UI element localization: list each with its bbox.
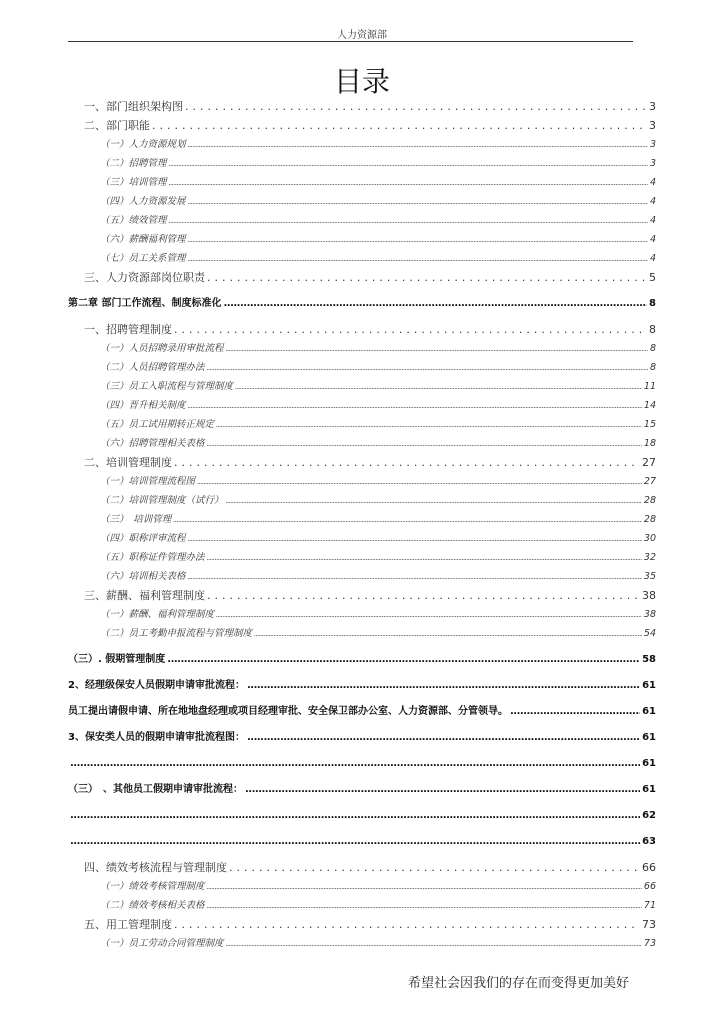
toc-dot-leader — [223, 294, 647, 313]
toc-spacer — [68, 851, 656, 858]
toc-entry-title: （五）职称证件管理办法 — [100, 552, 205, 563]
toc-dot-leader — [70, 832, 640, 851]
toc-entry[interactable] — [68, 116, 656, 135]
toc-entry-title: （七）员工关系管理 — [100, 253, 186, 264]
toc-entry[interactable] — [68, 896, 656, 915]
toc-entry-title: 3、保安类人员的假期申请审批流程图： — [68, 732, 245, 743]
toc-dot-leader — [188, 230, 648, 250]
toc-spacer — [68, 773, 656, 780]
toc-spacer — [68, 799, 656, 806]
toc-dot-leader — [229, 858, 640, 877]
toc-page-number: 61 — [642, 758, 656, 769]
toc-page-number: 61 — [642, 706, 656, 717]
toc-entry-title: （二）员工考勤申报流程与管理制度 — [100, 628, 253, 639]
toc-entry[interactable] — [68, 377, 656, 396]
toc-page-number: 30 — [643, 533, 656, 544]
toc-dot-leader — [167, 650, 640, 669]
toc-dot-leader — [247, 728, 640, 747]
toc-dot-leader — [174, 453, 640, 472]
toc-entry-title: （五）员工试用期转正规定 — [100, 419, 215, 430]
toc-entry[interactable] — [68, 529, 656, 548]
toc-entry-title: 二、培训管理制度 — [84, 456, 172, 469]
toc-page-number: 4 — [649, 253, 656, 264]
toc-page-number: 18 — [643, 438, 656, 449]
toc-page-number: 3 — [649, 119, 656, 132]
toc-entry-title: （一）人力资源规划 — [100, 139, 186, 150]
toc-page-number: 35 — [643, 571, 656, 582]
toc-dot-leader — [207, 548, 642, 568]
toc-entry[interactable] — [68, 754, 656, 773]
toc-dot-leader — [247, 676, 640, 695]
toc-entry[interactable] — [68, 135, 656, 154]
toc-page-number: 73 — [643, 938, 656, 949]
toc-dot-leader — [188, 396, 642, 416]
toc-entry[interactable] — [68, 676, 656, 695]
toc-entry[interactable] — [68, 702, 656, 721]
toc-page-number: 28 — [643, 495, 656, 506]
toc-dot-leader — [188, 249, 648, 269]
toc-entry-title: （三） 、其他员工假期申请审批流程： — [68, 784, 243, 795]
toc-entry-title: （六）薪酬福利管理 — [100, 234, 186, 245]
toc-page-number: 71 — [643, 900, 656, 911]
header-rule — [68, 41, 633, 42]
toc-entry[interactable] — [68, 434, 656, 453]
toc-spacer — [68, 643, 656, 650]
toc-dot-leader — [207, 877, 642, 897]
toc-dot-leader — [197, 472, 642, 492]
toc-spacer — [68, 313, 656, 320]
toc-page-number: 66 — [643, 881, 656, 892]
toc-entry-title: 三、薪酬、福利管理制度 — [84, 589, 205, 602]
toc-entry-title: （四）晋升相关制度 — [100, 400, 186, 411]
toc-entry[interactable] — [68, 154, 656, 173]
toc-page-number: 63 — [642, 836, 656, 847]
toc-entry-title: （四）职称评审流程 — [100, 533, 186, 544]
toc-entry-title: （三）员工入职流程与管理制度 — [100, 381, 234, 392]
toc-dot-leader — [207, 268, 647, 287]
toc-page-number: 54 — [643, 628, 656, 639]
toc-entry-title: （一）薪酬、福利管理制度 — [100, 609, 215, 620]
toc-page-number: 27 — [643, 476, 656, 487]
toc-dot-leader — [70, 806, 640, 825]
toc-dot-leader — [226, 491, 642, 511]
toc-entry[interactable] — [68, 472, 656, 491]
toc-dot-leader — [510, 702, 640, 721]
toc-page-number: 61 — [642, 680, 656, 691]
toc-entry-title: （二）绩效考核相关表格 — [100, 900, 205, 911]
toc-entry[interactable] — [68, 915, 656, 934]
toc-dot-leader — [70, 754, 640, 773]
page-header: 人力资源部 — [337, 30, 387, 41]
toc-dot-leader — [226, 934, 642, 954]
toc-page-number: 5 — [649, 271, 656, 284]
toc-entry[interactable] — [68, 192, 656, 211]
toc-dot-leader — [188, 529, 642, 549]
toc-entry[interactable] — [68, 294, 656, 313]
toc-page-number: 4 — [649, 234, 656, 245]
toc-entry[interactable] — [68, 453, 656, 472]
toc-entry[interactable] — [68, 510, 656, 529]
toc-entry-title: 三、人力资源部岗位职责 — [84, 271, 205, 284]
toc-dot-leader — [216, 415, 642, 435]
toc-page-number: 4 — [649, 215, 656, 226]
toc-entry-title: （一）人员招聘录用审批流程 — [100, 343, 224, 354]
toc-spacer — [68, 669, 656, 676]
toc-entry[interactable] — [68, 934, 656, 953]
toc-entry[interactable] — [68, 230, 656, 249]
toc-entry-title: 第二章 部门工作流程、制度标准化 — [68, 298, 222, 309]
toc-entry-title: 二、部门职能 — [84, 119, 150, 132]
table-of-contents — [68, 97, 656, 953]
toc-spacer — [68, 287, 656, 294]
toc-entry-title: （六）招聘管理相关表格 — [100, 438, 205, 449]
toc-page-number: 62 — [642, 810, 656, 821]
toc-entry-title: （三） 培训管理 — [100, 514, 172, 525]
toc-entry[interactable] — [68, 650, 656, 669]
toc-entry[interactable] — [68, 173, 656, 192]
toc-page-number: 28 — [643, 514, 656, 525]
toc-entry-title: （二）人员招聘管理办法 — [100, 362, 205, 373]
toc-entry-title: （一）绩效考核管理制度 — [100, 881, 205, 892]
toc-dot-leader — [188, 192, 648, 212]
toc-dot-leader — [169, 173, 648, 193]
toc-page-number: 8 — [649, 362, 656, 373]
toc-spacer — [68, 747, 656, 754]
toc-dot-leader — [188, 567, 642, 587]
toc-page-number: 38 — [642, 589, 656, 602]
toc-spacer — [68, 721, 656, 728]
toc-dot-leader — [185, 97, 647, 116]
toc-entry-title: 员工提出请假申请、所在地地盘经理或项目经理审批、安全保卫部办公室、人力资源部、分管领导。 — [68, 706, 508, 717]
toc-dot-leader — [173, 510, 642, 530]
toc-page-number: 61 — [642, 732, 656, 743]
toc-page-number: 15 — [643, 419, 656, 430]
toc-entry[interactable] — [68, 320, 656, 339]
toc-entry[interactable] — [68, 780, 656, 799]
toc-dot-leader — [207, 434, 642, 454]
page-footer-slogan: 希望社会因我们的存在而变得更加美好 — [408, 976, 630, 991]
toc-dot-leader — [169, 211, 648, 231]
toc-page-number: 8 — [649, 343, 656, 354]
toc-page-number: 3 — [649, 139, 656, 150]
toc-entry[interactable] — [68, 268, 656, 287]
toc-entry[interactable] — [68, 567, 656, 586]
toc-dot-leader — [188, 135, 648, 155]
toc-dot-leader — [207, 358, 648, 378]
toc-spacer — [68, 825, 656, 832]
toc-page-number: 4 — [649, 196, 656, 207]
toc-entry-title: （二）培训管理制度（试行） — [100, 495, 224, 506]
toc-entry[interactable] — [68, 211, 656, 230]
toc-dot-leader — [152, 116, 647, 135]
toc-dot-leader — [174, 320, 647, 339]
toc-dot-leader — [254, 624, 642, 644]
toc-page-number: 8 — [649, 323, 656, 336]
toc-page-number: 3 — [649, 100, 656, 113]
toc-page-number: 14 — [643, 400, 656, 411]
toc-dot-leader — [207, 586, 640, 605]
toc-page-number: 66 — [642, 861, 656, 874]
toc-dot-leader — [235, 377, 642, 397]
toc-entry-title: 一、招聘管理制度 — [84, 323, 172, 336]
toc-page-number: 73 — [642, 918, 656, 931]
toc-page-number: 11 — [643, 381, 656, 392]
toc-entry-title: 五、用工管理制度 — [84, 918, 172, 931]
toc-entry[interactable] — [68, 548, 656, 567]
toc-spacer — [68, 695, 656, 702]
toc-entry[interactable] — [68, 491, 656, 510]
toc-dot-leader — [174, 915, 640, 934]
toc-page-number: 61 — [642, 784, 656, 795]
page-title: 目录 — [333, 65, 390, 98]
toc-page-number: 8 — [649, 298, 656, 309]
toc-dot-leader — [207, 896, 642, 916]
toc-entry[interactable] — [68, 832, 656, 851]
toc-entry-title: （一）培训管理流程图 — [100, 476, 196, 487]
toc-entry-title: （二）招聘管理 — [100, 158, 167, 169]
toc-page-number: 4 — [649, 177, 656, 188]
toc-entry[interactable] — [68, 624, 656, 643]
toc-entry[interactable] — [68, 358, 656, 377]
toc-entry[interactable] — [68, 339, 656, 358]
toc-dot-leader — [245, 780, 640, 799]
toc-dot-leader — [169, 154, 648, 174]
toc-page-number: 32 — [643, 552, 656, 563]
toc-page-number: 3 — [649, 158, 656, 169]
toc-entry-title: 一、部门组织架构图 — [84, 100, 183, 113]
toc-page-number: 58 — [642, 654, 656, 665]
toc-entry[interactable] — [68, 249, 656, 268]
toc-entry[interactable] — [68, 728, 656, 747]
toc-page-number: 27 — [642, 456, 656, 469]
toc-entry[interactable] — [68, 806, 656, 825]
toc-entry[interactable] — [68, 858, 656, 877]
toc-entry[interactable] — [68, 97, 656, 116]
toc-entry-title: （六）培训相关表格 — [100, 571, 186, 582]
toc-entry-title: 2、经理级保安人员假期申请审批流程： — [68, 680, 245, 691]
toc-entry-title: （五）绩效管理 — [100, 215, 167, 226]
toc-entry-title: （四）人力资源发展 — [100, 196, 186, 207]
toc-dot-leader — [216, 605, 642, 625]
toc-dot-leader — [226, 339, 648, 359]
toc-entry-title: 四、绩效考核流程与管理制度 — [84, 861, 227, 874]
toc-entry-title: （三）. 假期管理制度 — [68, 654, 166, 665]
toc-entry-title: （三）培训管理 — [100, 177, 167, 188]
toc-entry[interactable] — [68, 586, 656, 605]
toc-entry[interactable] — [68, 877, 656, 896]
toc-entry[interactable] — [68, 415, 656, 434]
toc-entry-title: （一）员工劳动合同管理制度 — [100, 938, 224, 949]
toc-entry[interactable] — [68, 396, 656, 415]
toc-page-number: 38 — [643, 609, 656, 620]
toc-entry[interactable] — [68, 605, 656, 624]
